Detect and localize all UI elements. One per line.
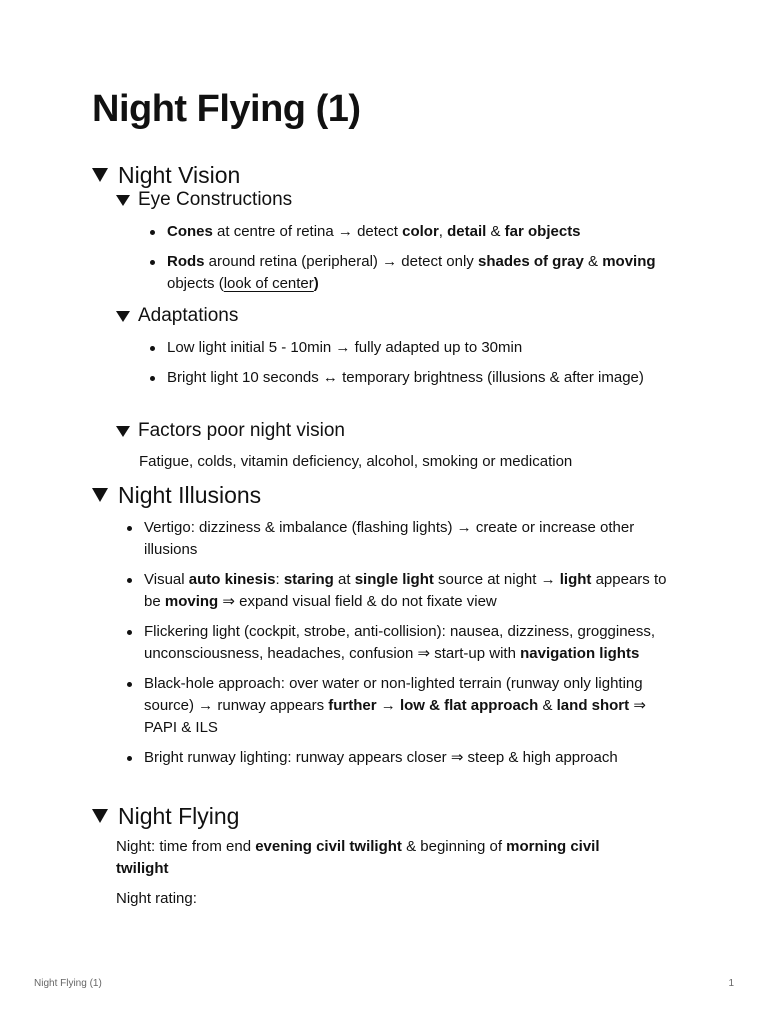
night-definition-text: Night: time from end evening civil twilight & beginning of morning civil twilight <box>116 838 600 877</box>
footer-title: Night Flying (1) <box>34 978 102 989</box>
triangle-down-icon[interactable] <box>116 195 130 206</box>
factors-text: Fatigue, colds, vitamin deficiency, alcohol, smoking or medication <box>139 453 573 470</box>
eye-constructions-list <box>145 221 665 303</box>
triangle-down-icon[interactable] <box>116 311 130 322</box>
night-rating-text: Night rating: <box>116 890 197 907</box>
toggle-adaptations[interactable] <box>116 303 238 329</box>
triangle-down-icon[interactable] <box>92 809 108 823</box>
heading-night-flying: Night Flying <box>118 803 240 829</box>
list-item: Cones at centre of retina → detect color, detail & far objects <box>145 221 665 243</box>
list-item: Black-hole approach: over water or non-lighted terrain (runway only lighting source) → runway appears further → low & flat approach & land short ⇒ PAPI & ILS <box>122 673 677 739</box>
page-number: 1 <box>728 978 734 989</box>
list-item: Visual auto kinesis: staring at single light source at night → light appears to be moving ⇒ expand visual field & do not fixate view <box>122 569 677 613</box>
list-item: Rods around retina (peripheral) → detect only shades of gray & moving objects (look of center) <box>145 251 665 295</box>
heading-night-vision: Night Vision <box>118 162 241 188</box>
toggle-factors[interactable] <box>116 418 345 444</box>
toggle-night-illusions[interactable] <box>92 480 261 510</box>
night-illusions-list <box>122 517 677 777</box>
list-item: Low light initial 5 - 10min → fully adapted up to 30min <box>145 337 665 359</box>
toggle-eye-constructions[interactable] <box>116 187 292 213</box>
triangle-down-icon[interactable] <box>92 168 108 182</box>
list-item: Vertigo: dizziness & imbalance (flashing lights) → create or increase other illusions <box>122 517 677 561</box>
heading-adaptations: Adaptations <box>138 305 239 326</box>
list-item: Bright runway lighting: runway appears closer ⇒ steep & high approach <box>122 747 677 769</box>
list-item: Bright light 10 seconds ↔ temporary brightness (illusions & after image) <box>145 367 665 389</box>
toggle-night-flying[interactable] <box>92 801 239 831</box>
triangle-down-icon[interactable] <box>116 426 130 437</box>
list-item: Flickering light (cockpit, strobe, anti-collision): nausea, dizziness, grogginess, unconsciousness, headaches, confusion ⇒ start-up with navigation lights <box>122 621 677 665</box>
toggle-night-vision[interactable] <box>92 160 240 190</box>
heading-night-illusions: Night Illusions <box>118 482 262 508</box>
look-of-center-link: look of center <box>223 275 314 292</box>
heading-factors: Factors poor night vision <box>138 420 345 441</box>
triangle-down-icon[interactable] <box>92 488 108 502</box>
page-title: Night Flying (1) <box>92 88 361 130</box>
heading-eye-constructions: Eye Constructions <box>138 189 293 210</box>
adaptations-list <box>145 337 665 397</box>
